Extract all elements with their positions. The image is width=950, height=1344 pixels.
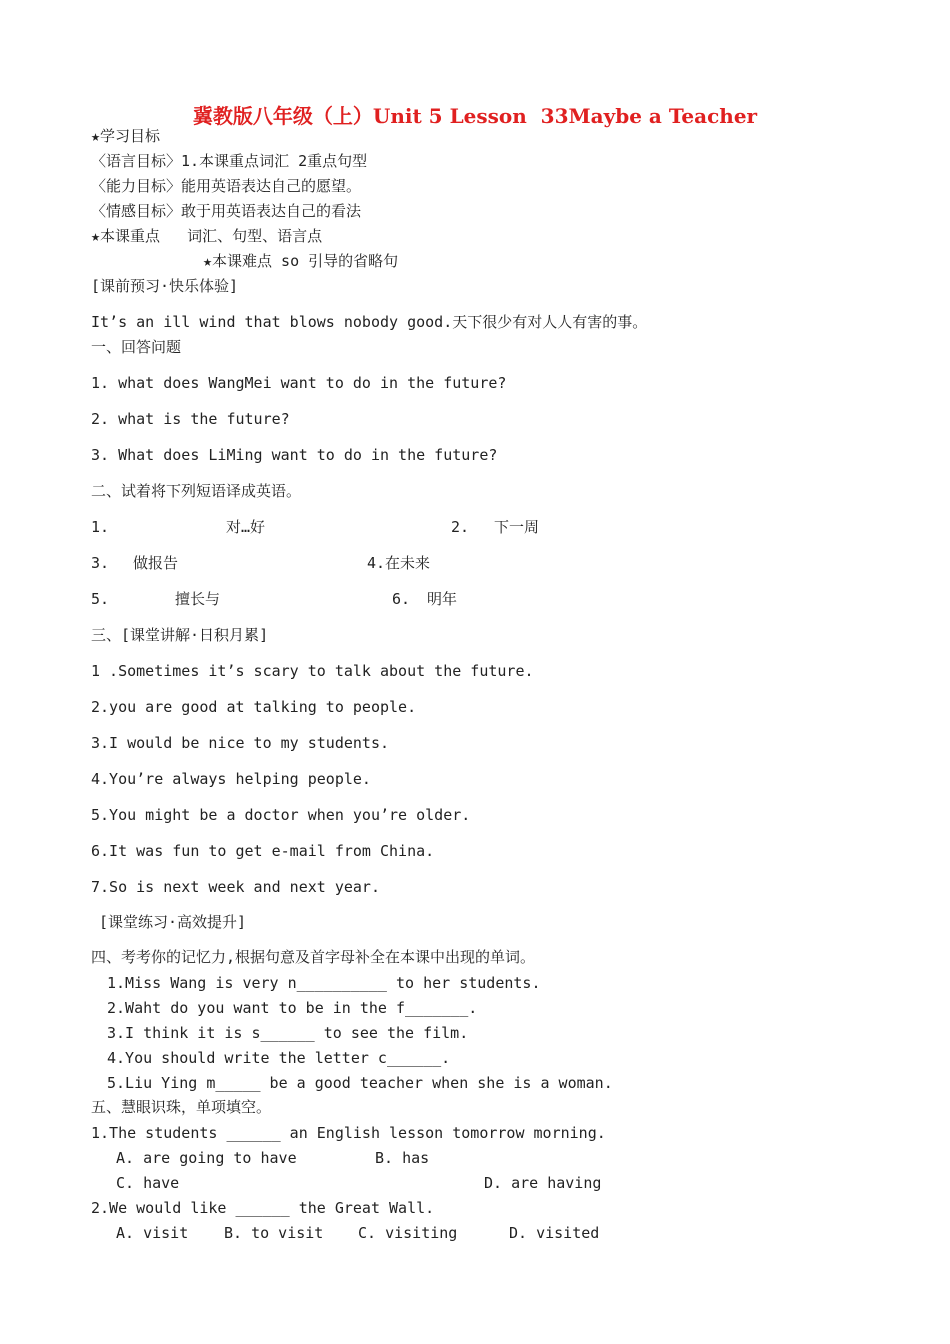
proverb: It’s an ill wind that blows nobody good.天下很少有对人人有害的事。	[91, 313, 648, 331]
objectives-header: ★学习目标	[91, 127, 161, 145]
phrase-text: 做报告	[133, 554, 179, 572]
phrase-num: 5.	[91, 590, 110, 608]
mc2-option-d: D. visited	[509, 1224, 600, 1242]
ability-objective: 〈能力目标〉能用英语表达自己的愿望。	[91, 177, 362, 195]
section2-header: 二、试着将下列短语译成英语。	[91, 482, 302, 500]
language-objective: 〈语言目标〉1.本课重点词汇 2重点句型	[91, 152, 368, 170]
sentence-1: 1 .Sometimes it’s scary to talk about the future.	[91, 662, 534, 680]
sentence-6: 6.It was fun to get e-mail from China.	[91, 842, 435, 860]
practice-header: [课堂练习·高效提升]	[99, 913, 247, 931]
fill-item-3: 3.I think it is s______ to see the film.	[107, 1024, 469, 1042]
preview-header: [课前预习·快乐体验]	[91, 277, 239, 295]
sentence-2: 2.you are good at talking to people.	[91, 698, 417, 716]
mc-question-2: 2.We would like ______ the Great Wall.	[91, 1199, 435, 1217]
sentence-7: 7.So is next week and next year.	[91, 878, 380, 896]
phrase-text: 在未来	[385, 554, 431, 572]
fill-item-1: 1.Miss Wang is very n__________ to her students.	[107, 974, 541, 992]
mc2-option-b: B. to visit	[224, 1224, 324, 1242]
section5-header: 五、慧眼识珠，单项填空。	[91, 1098, 272, 1116]
phrase-text: 明年	[427, 590, 458, 608]
difficult-points: ★本课难点 so 引导的省略句	[203, 252, 399, 270]
section1-header: 一、回答问题	[91, 338, 182, 356]
section4-header: 四、考考你的记忆力,根据句意及首字母补全在本课中出现的单词。	[91, 948, 536, 966]
phrase-num: 6.	[392, 590, 411, 608]
sentence-4: 4.You’re always helping people.	[91, 770, 371, 788]
mc-question-1: 1.The students ______ an English lesson tomorrow morning.	[91, 1124, 606, 1142]
fill-item-5: 5.Liu Ying m_____ be a good teacher when she is a woman.	[107, 1074, 613, 1092]
mc1-option-a: A. are going to have	[116, 1149, 297, 1167]
phrase-text: 对…好	[226, 518, 266, 536]
emotion-objective: 〈情感目标〉敢于用英语表达自己的看法	[91, 202, 362, 220]
mc1-option-d: D. are having	[484, 1174, 602, 1192]
section3-header: 三、[课堂讲解·日积月累]	[91, 626, 269, 644]
phrase-num: 4.	[367, 554, 386, 572]
mc2-option-c: C. visiting	[358, 1224, 458, 1242]
page-title: 冀教版八年级（上）Unit 5 Lesson 33Maybe a Teacher	[192, 104, 758, 128]
phrase-num: 2.	[451, 518, 470, 536]
phrase-text: 擅长与	[175, 590, 221, 608]
fill-item-2: 2.Waht do you want to be in the f_______.	[107, 999, 478, 1017]
question-3: 3. What does LiMing want to do in the future?	[91, 446, 498, 464]
key-points: ★本课重点 词汇、句型、语言点	[91, 227, 323, 245]
phrase-text: 下一周	[494, 518, 540, 536]
phrase-num: 1.	[91, 518, 110, 536]
mc1-option-c: C. have	[116, 1174, 180, 1192]
mc2-option-a: A. visit	[116, 1224, 189, 1242]
mc1-option-b: B. has	[375, 1149, 430, 1167]
fill-item-4: 4.You should write the letter c______.	[107, 1049, 451, 1067]
question-1: 1. what does WangMei want to do in the future?	[91, 374, 507, 392]
question-2: 2. what is the future?	[91, 410, 290, 428]
sentence-5: 5.You might be a doctor when you’re older.	[91, 806, 471, 824]
sentence-3: 3.I would be nice to my students.	[91, 734, 390, 752]
phrase-num: 3.	[91, 554, 110, 572]
